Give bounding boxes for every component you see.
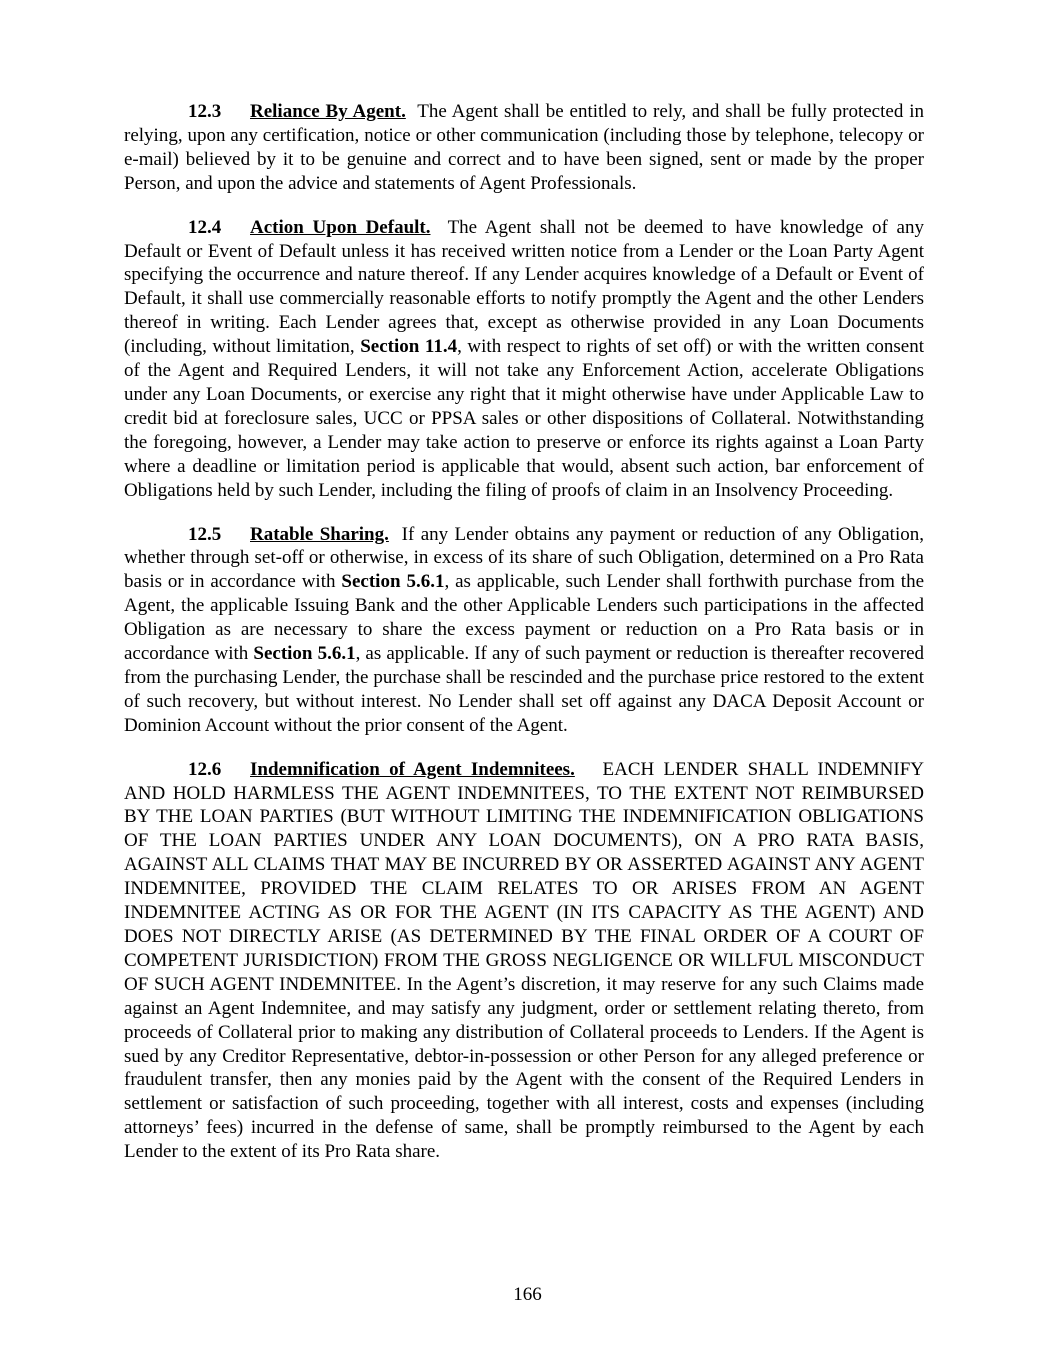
section-body: The Agent shall not be deemed to have knowledge of any Default or Event of Default unless it has received written notice from a Lender or the Loan Party Agent specifying the occurrence and nature thereof. If any Lender acquires knowledge of a Default or Event of Default, it shall use commercially reasonable efforts to notify promptly the Agent and the other Lenders thereof in writing. Each Lender agrees that, except as otherwise provided in any Loan Documents (including, without limitation,: [124, 216, 924, 358]
page-number: 166: [513, 1284, 542, 1305]
section-12-5: [124, 523, 924, 738]
section-body: , as applicable, such Lender shall forthwith purchase from the Agent, the applicable Issuing Bank and the other Applicable Lenders such participations in the affected Obligation as are necessary to share the excess payment or reduction on a Pro Rata basis or in accordance with: [124, 571, 925, 665]
section-number: 12.3: [188, 101, 222, 122]
section-heading: Ratable Sharing.: [250, 523, 389, 545]
document-page: [124, 100, 924, 1184]
section-body: The Agent shall be entitled to rely, and shall be fully protected in relying, upon any certification, notice or other communication (including those by telephone, telecopy or e-mail) believed by it to be genuine and correct and to have been signed, sent or made by the proper Person, and upon the advice and statements of Agent Professionals.: [124, 101, 924, 194]
section-body: If any Lender obtains any payment or reduction of any Obligation, whether through set-off or otherwise, in excess of its share of such Obligation, determined on a Pro Rata basis or in accordance with: [124, 523, 924, 593]
section-number: 12.5: [188, 523, 222, 545]
section-number: 12.4: [188, 216, 222, 238]
section-12-3: [124, 100, 924, 196]
section-heading: Reliance By Agent.: [250, 101, 406, 122]
section-body: , with respect to rights of set off) or with the written consent of the Agent and Required Lenders, it will not take any Enforcement Action, accelerate Obligations under any Loan Documents, or exercise any right that it might otherwise have under Applicable Law to credit bid at foreclosure sales, UCC or PPSA sales or other dispositions of Collateral. Notwithstanding the foregoing, however, a Lender may take action to preserve or enforce its rights against a Loan Party where a deadline or limitation period is applicable that would, absent such action, bar enforcement of Obligations held by such Lender, including the filing of proofs of claim in an Insolvency Proceeding.: [124, 336, 924, 501]
section-body: EACH LENDER SHALL INDEMNIFY AND HOLD HARMLESS THE AGENT INDEMNITEES, TO THE EXTENT NOT REIMBURSED BY THE LOAN PARTIES (BUT WITHOUT LIMITING THE INDEMNIFICATION OBLIGATIONS OF THE LOAN PARTIES UNDER ANY LOAN DOCUMENTS), ON A PRO RATA BASIS, AGAINST ALL CLAIMS THAT MAY BE INCURRED BY OR ASSERTED AGAINST ANY AGENT INDEMNITEE, PROVIDED THE CLAIM RELATES TO OR ARISES FROM AN AGENT INDEMNITEE ACTING AS OR FOR THE AGENT (IN ITS CAPACITY AS THE AGENT) AND DOES NOT DIRECTLY ARISE (AS DETERMINED BY THE FINAL ORDER OF A COURT OF COMPETENT JURISDICTION) FROM THE GROSS NEGLIGENCE OR WILLFUL MISCONDUCT OF SUCH AGENT INDEMNITEE. In the Agent’s discretion, it may reserve for any such Claims made against an Agent Indemnitee, and may satisfy any judgment, order or settlement relating thereto, from proceeds of Collateral prior to making any distribution of Collateral proceeds to Lenders. If the Agent is sued by any Creditor Representative, debtor-in-possession or other Person for any alleged preference or fraudulent transfer, then any monies paid by the Agent with the consent of the Required Lenders in settlement or satisfaction of such proceeding, together with all interest, costs and expenses (including attorneys’ fees) incurred in the defense of same, shall be promptly reimbursed to the Agent by each Lender to the extent of its Pro Rata share.: [124, 758, 924, 1163]
section-12-4: [124, 216, 924, 503]
section-heading: Action Upon Default.: [250, 216, 431, 238]
section-reference: Section 5.6.1: [253, 643, 356, 665]
section-12-6: [124, 758, 924, 1164]
section-reference: Section 11.4: [360, 336, 458, 358]
section-body: , as applicable. If any of such payment or reduction is thereafter recovered from the purchasing Lender, the purchase shall be rescinded and the purchase price restored to the extent of such recovery, but without interest. No Lender shall set off against any DACA Deposit Account or Dominion Account without the prior consent of the Agent.: [124, 643, 924, 736]
section-reference: Section 5.6.1: [341, 571, 445, 593]
section-number: 12.6: [188, 758, 222, 780]
section-heading: Indemnification of Agent Indemnitees.: [250, 758, 575, 780]
